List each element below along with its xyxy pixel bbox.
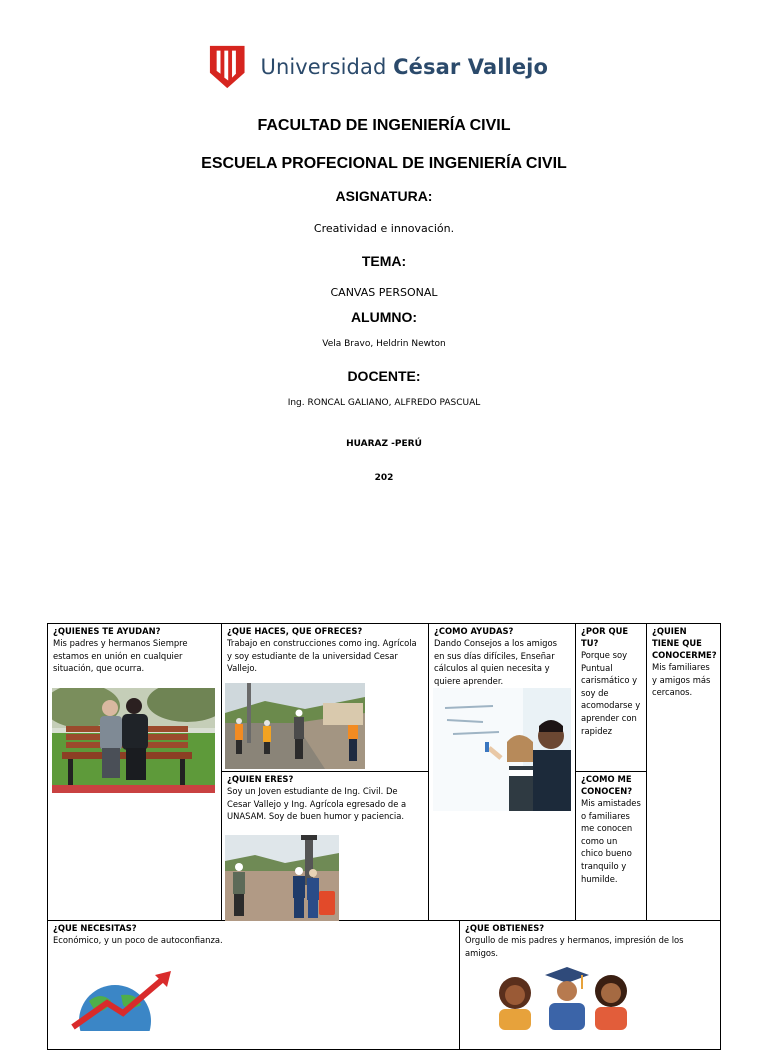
whiteboard-teaching-photo: [433, 688, 571, 811]
graduates-illustration: [487, 963, 647, 1030]
student-label: ALUMNO:: [350, 309, 418, 325]
cell-title: ¿COMO ME CONOCEN?: [581, 774, 633, 796]
cell-body: Mis padres y hermanos Siempre estamos en unión en cualquier situación, que ocurra.: [53, 638, 188, 674]
school-title: ESCUELA PROFECIONAL DE INGENIERÍA CIVIL: [201, 155, 567, 172]
faculty-title: FACULTAD DE INGENIERÍA CIVIL: [257, 117, 511, 134]
cell-title: ¿QUE NECESITAS?: [53, 923, 137, 933]
cell-body: Porque soy Puntual carismático y soy de acomodarse y aprender con rapidez: [581, 650, 641, 736]
cell-por-que-tu: [575, 623, 647, 772]
cell-quien-tiene-que-conocerme: [646, 623, 721, 921]
cell-title: ¿QUIEN ERES?: [227, 774, 294, 784]
cell-body: Soy un Joven estudiante de Ing. Civil. De Cesar Vallejo y Ing. Agrícola egresado de a UNASAM. Soy de buen humor y paciencia.: [227, 786, 407, 822]
subject-label: ASIGNATURA:: [335, 188, 433, 204]
cell-title: ¿QUE HACES, QUE OFRECES?: [227, 626, 363, 636]
cell-title: ¿POR QUE TU?: [581, 626, 629, 648]
topic-value: CANVAS PERSONAL: [330, 286, 438, 299]
cell-title: ¿QUIEN TIENE QUE CONOCERME?: [652, 626, 717, 660]
cell-title: ¿QUIENES TE AYUDAN?: [53, 626, 161, 636]
cell-body: Económico, y un poco de autoconfianza.: [53, 935, 223, 945]
university-logo: [208, 42, 548, 92]
teacher-value: Ing. RONCAL GALIANO, ALFREDO PASCUAL: [287, 398, 481, 408]
cell-title: ¿COMO AYUDAS?: [434, 626, 514, 636]
student-value: Vela Bravo, Heldrin Newton: [322, 339, 446, 349]
globe-growth-graphic: [67, 961, 177, 1031]
place-text: HUARAZ -PERÚ: [346, 439, 422, 449]
cell-body: Trabajo en construcciones como ing. Agrícola y soy estudiante de la universidad Cesar Vallejo.: [227, 638, 417, 674]
teacher-label: DOCENTE:: [347, 368, 421, 384]
cell-body: Mis familiares y amigos más cercanos.: [652, 662, 711, 698]
subject-value: Creatividad e innovación.: [313, 222, 455, 235]
university-shield-icon: [208, 43, 246, 91]
cell-title: ¿QUE OBTIENES?: [465, 923, 545, 933]
worker-site-photo: [225, 835, 339, 921]
cell-body: Orgullo de mis padres y hermanos, impresión de los amigos.: [465, 935, 684, 958]
construction-workers-photo: [225, 683, 365, 769]
topic-label: TEMA:: [361, 253, 407, 269]
year-text: 202: [374, 473, 394, 483]
cell-body: Mis amistades o familiares me conocen como un chico bueno tranquilo y humilde.: [581, 798, 641, 884]
university-name: Universidad César Vallejo: [260, 55, 548, 79]
cell-body: Dando Consejos a los amigos en sus días difíciles, Enseñar cálculos al quien necesita y quiere aprender.: [434, 638, 557, 686]
family-bench-photo: [52, 688, 215, 793]
cell-como-me-conocen: [575, 771, 647, 921]
personal-canvas: [47, 623, 721, 1043]
